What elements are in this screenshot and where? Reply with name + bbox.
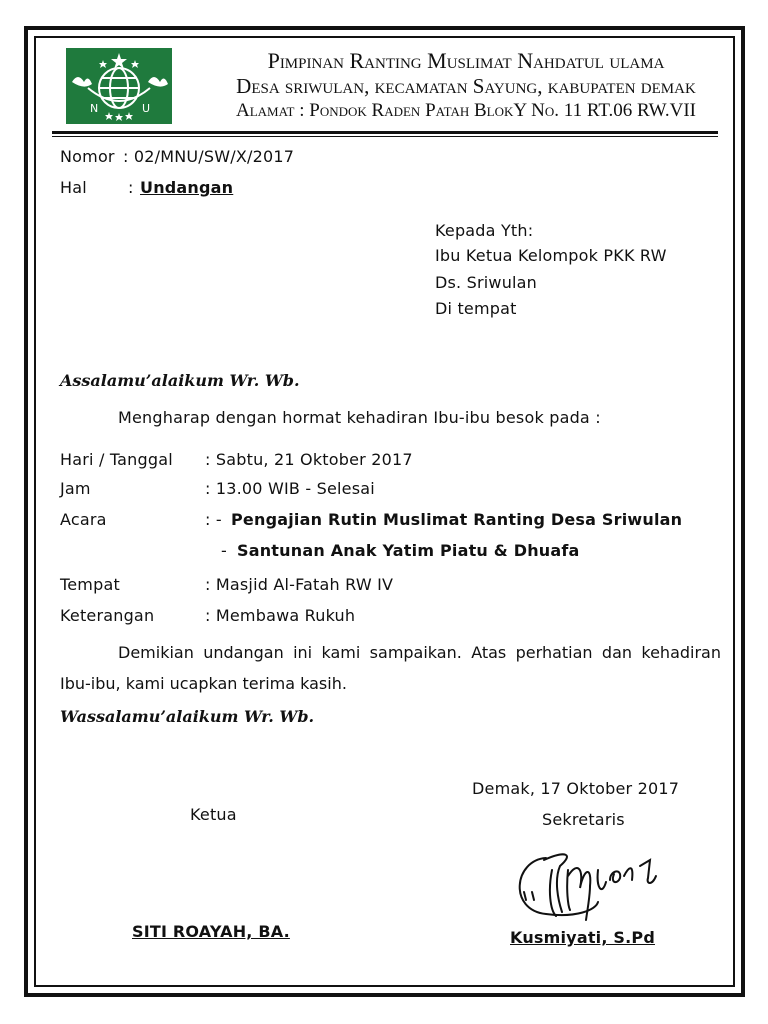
hal-value: Undangan [140,178,234,197]
detail-event-2-prefix: - [221,541,227,560]
hal-label: Hal [60,178,87,197]
globe-stars-icon [66,48,172,124]
detail-label-event: Acara [60,510,107,529]
detail-value-place: : Masjid Al-Fatah RW IV [205,575,394,594]
intro-text: Mengharap dengan hormat kehadiran Ibu-ibu besok pada : [118,408,601,427]
detail-value-time: : 13.00 WIB - Selesai [205,479,375,498]
letterhead-organization: Pimpinan Ranting Muslimat Nahdatul ulama [267,48,665,73]
detail-label-note: Keterangan [60,606,155,625]
letterhead-rule-thick [52,131,718,134]
detail-label-place: Tempat [60,575,120,594]
chair-name: SITI ROAYAH, BA. [132,922,290,941]
detail-label-date: Hari / Tanggal [60,450,173,469]
salutation: Wassalamu’alaikum Wr. Wb. [60,707,315,726]
recipient-line-1: Kepada Yth: [435,221,534,240]
logo-letter-n: N [90,102,99,115]
nomor-value: : 02/MNU/SW/X/2017 [123,147,295,166]
letterhead-rule-thin [52,136,718,137]
logo-letter-u: U [142,102,151,115]
place-date: Demak, 17 Oktober 2017 [472,779,680,798]
detail-event-prefix: : - [205,510,222,529]
recipient-line-3: Ds. Sriwulan [435,273,538,292]
detail-value-date: : Sabtu, 21 Oktober 2017 [205,450,413,469]
nu-logo [66,48,172,124]
greeting: Assalamu’alaikum Wr. Wb. [60,371,300,390]
closing-paragraph: Demikian undangan ini kami sampaikan. Atas perhatian dan kehadiran Ibu-ibu, kami ucapkan terima kasih. [60,643,721,693]
detail-label-time: Jam [60,479,91,498]
letterhead-address: Alamat : Pondok Raden Patah BlokY No. 11 RT.06 RW.VII [236,100,696,121]
nomor-label: Nomor [60,147,115,166]
hal-colon: : [128,178,134,197]
chair-title: Ketua [190,805,237,824]
secretary-title: Sekretaris [542,810,625,829]
recipient-line-4: Di tempat [435,299,517,318]
detail-event-1: Pengajian Rutin Muslimat Ranting Desa Sriwulan [231,510,683,529]
detail-event-2: Santunan Anak Yatim Piatu & Dhuafa [237,541,580,560]
letterhead-location: Desa sriwulan, kecamatan Sayung, kabupaten demak [236,74,696,98]
handwritten-signature [506,840,676,926]
secretary-name: Kusmiyati, S.Pd [510,928,655,947]
recipient-line-2: Ibu Ketua Kelompok PKK RW [435,246,667,265]
detail-value-note: : Membawa Rukuh [205,606,356,625]
